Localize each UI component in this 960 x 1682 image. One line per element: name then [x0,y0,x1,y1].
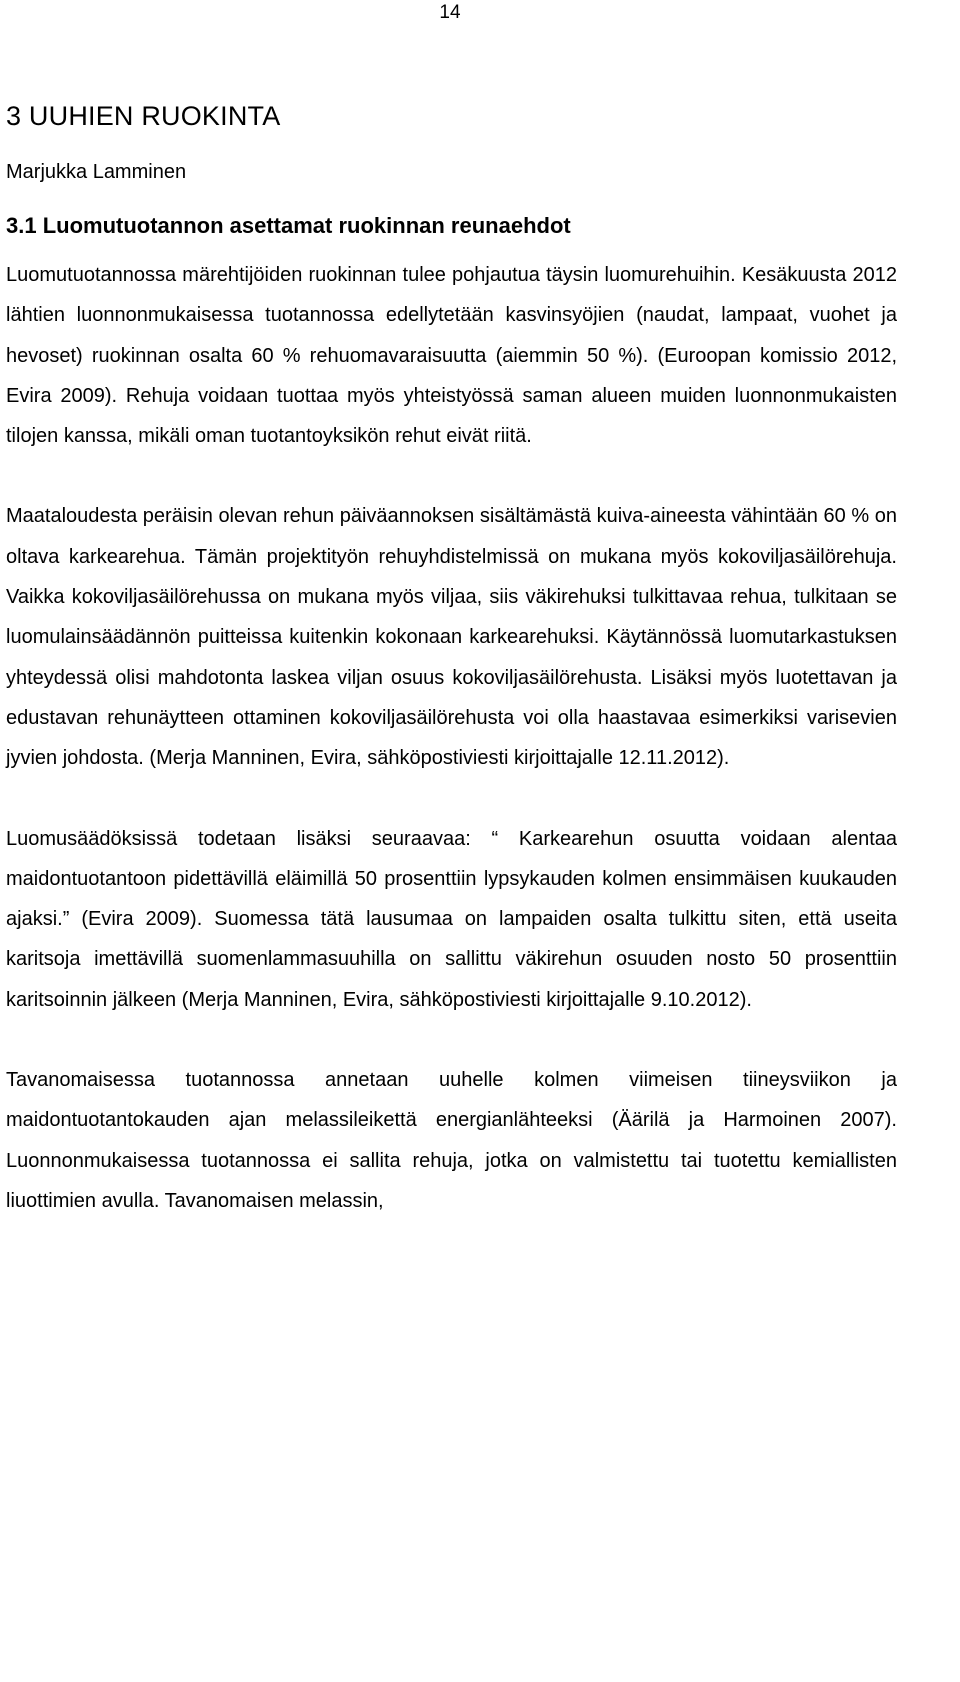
paragraph-rehuomavaraisuus: Luomutuotannossa märehtijöiden ruokinnan tulee pohjautua täysin luomurehuihin. Kesäkuusta 2012 lähtien luonnonmukaisessa tuotannossa edellytetään kasvinsyöjien (naudat, lampaat, vuohet ja hevoset) ruokinnan osalta 60 % rehuomavaraisuutta (aiemmin 50 %). (Euroopan komissio 2012, Evira 2009). Rehuja voidaan tuottaa myös yhteistyössä saman alueen muiden luonnonmukaisten tilojen kanssa, mikäli oman tuotantoyksikön rehut eivät riitä. [6,264,897,448]
chapter-title: 3 UUHIEN RUOKINTA [6,101,281,131]
paragraph-karkearehu: Maataloudesta peräisin olevan rehun päiväannoksen sisältämästä kuiva-aineesta vähintään 60 % on oltava karkearehua. Tämän projektityön rehuyhdistelmissä on mukana myös kokoviljasäilörehuja. Vaikka kokoviljasäilörehussa on mukana myös viljaa, siis väkirehuksi tulkittavaa rehua, tulkitaan se luomulainsäädännön puitteissa kuitenkin kokonaan karkearehuksi. Käytännössä luomutarkastuksen yhteydessä olisi mahdotonta laskea viljan osuus kokoviljasäilörehusta. Lisäksi myös luotettavan ja edustavan rehunäytteen ottaminen kokoviljasäilörehusta voi olla haastavaa esimerkiksi varisevien jyvien johdosta. (Merja Manninen, Evira, sähköpostiviesti kirjoittajalle 12.11.2012). [6,505,897,770]
section-title: 3.1 Luomutuotannon asettamat ruokinnan reunaehdot [6,213,571,238]
author-name: Marjukka Lamminen [6,161,187,183]
page-number: 14 [439,2,461,23]
paragraph-luomusaadokset: Luomusäädöksissä todetaan lisäksi seuraavaa: “ Karkearehun osuutta voidaan alentaa maidontuotantoon pidettävillä eläimillä 50 prosenttiin lypsykauden kolmen ensimmäisen kuukauden ajaksi.” (Evira 2009). Suomessa tätä lausumaa on lampaiden osalta tulkittu siten, että useita karitsoja imettävillä suomenlammasuuhilla on sallittu väkirehun osuuden nosto 50 prosenttiin karitsoinnin jälkeen (Merja Manninen, Evira, sähköpostiviesti kirjoittajalle 9.10.2012). [6,827,897,1011]
document-body [6,96,897,1221]
paragraph-tavanomainen-tuotanto: Tavanomaisessa tuotannossa annetaan uuhelle kolmen viimeisen tiineysviikon ja maidontuotantokauden ajan melassileikettä energianlähteeksi (Äärilä ja Harmoinen 2007). Luonnonmukaisessa tuotannossa ei sallita rehuja, jotka on valmistettu tai tuotettu kemiallisten liuottimien avulla. Tavanomaisen melassin, [6,1069,897,1212]
